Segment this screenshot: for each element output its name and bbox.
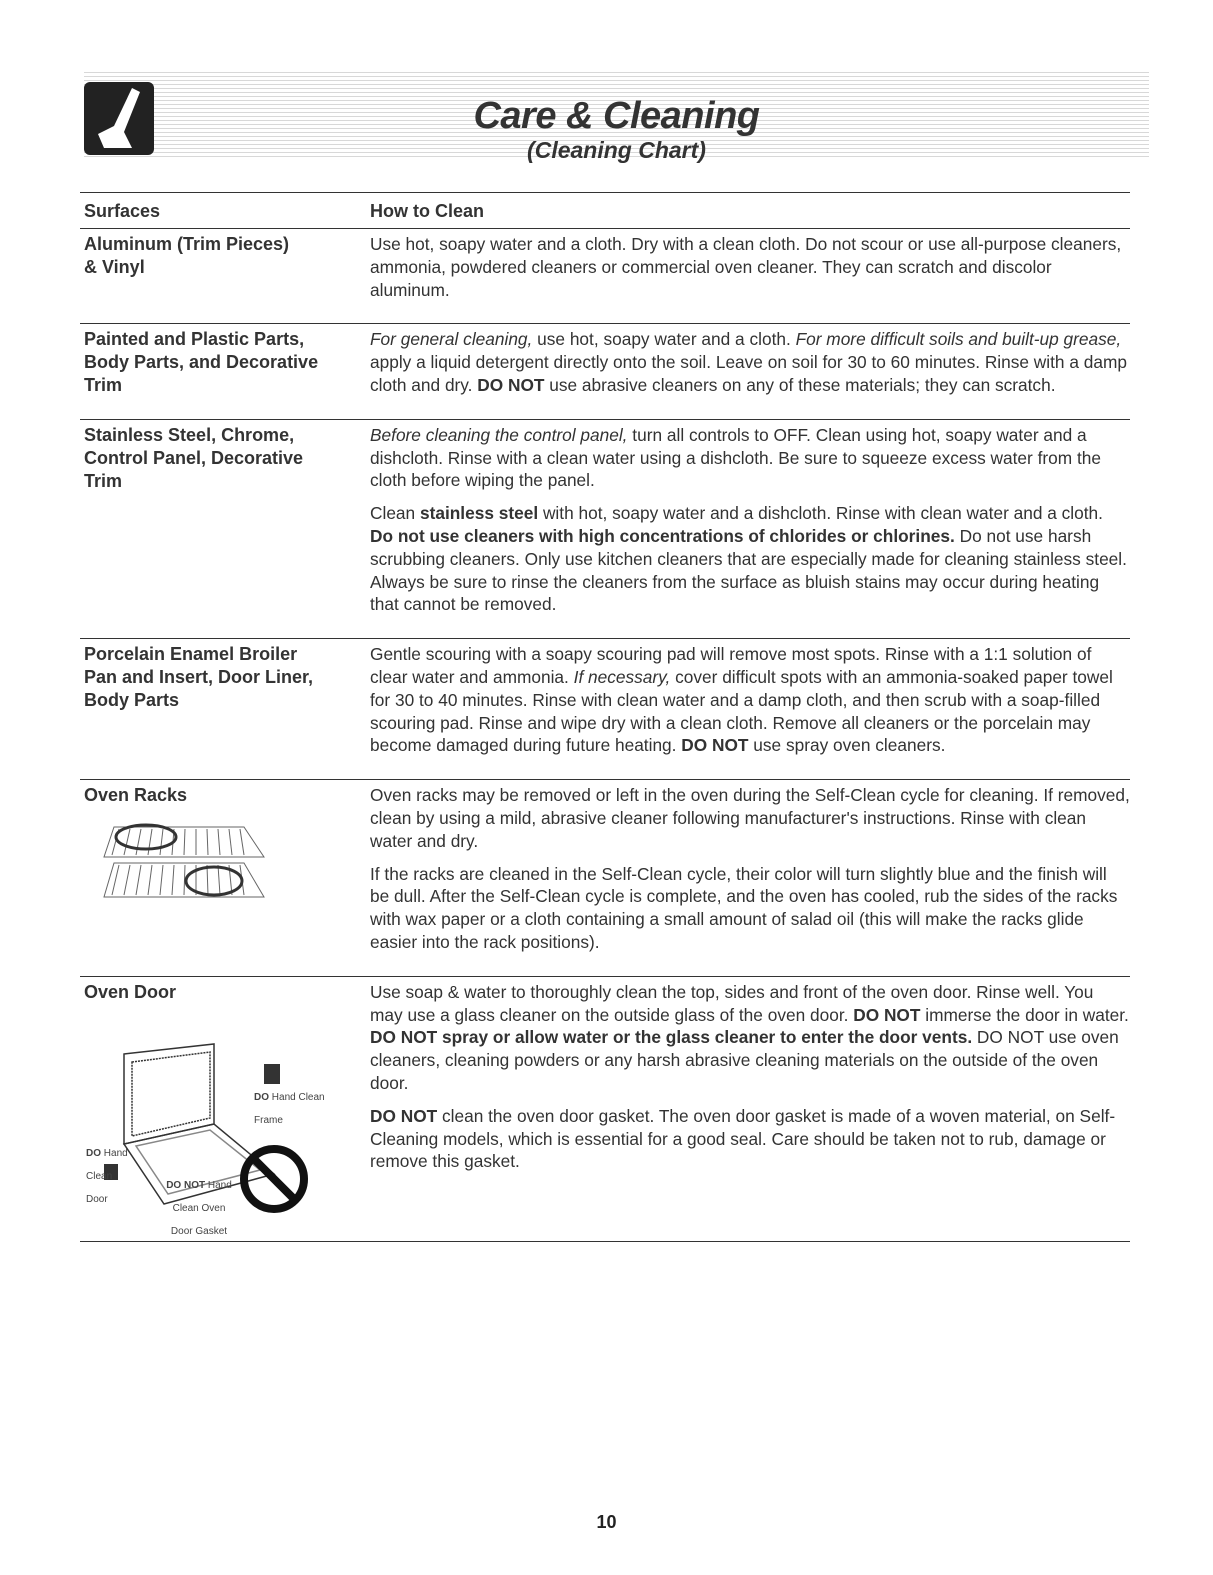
surface-line: Porcelain Enamel Broiler [84,644,298,665]
italic-text: For general cleaning, [370,329,533,350]
emphasis-text: DO NOT [681,735,749,756]
surface-line: Pan and Insert, Door Liner, [84,667,314,688]
emphasis-text: Do not use cleaners with high concentrations of chlorides or chlorines. [370,525,955,546]
emphasis-text: DO NOT [370,1105,438,1126]
instruction-text: If the racks are cleaned in the Self-Clean cycle, their color will turn slightly blue and the finish will be dull. After the Self-Clean cycle is complete, and the oven has cooled, rub the sides of the racks with wax paper or a cloth containing a small amount of salad oil (this will make the racks glide easier into the rack positions). [370,863,1118,952]
instruction-paragraph [370,328,1130,396]
instruction-text: Use hot, soapy water and a cloth. Dry with a clean cloth. Do not scour or use all-purpose cleaners, ammonia, powdered cleaners or commercial oven cleaner. They can scratch and discolor aluminum. [370,234,1122,300]
emphasis-text: DO NOT [477,374,545,395]
surface-line: Stainless Steel, Chrome, [84,424,295,445]
table-row [80,229,1130,324]
surface-line: Body Parts [84,690,180,711]
column-header-how-to-clean: How to Clean [370,201,485,221]
cleaning-instructions [370,424,1130,626]
surface-name [80,784,370,964]
instruction-paragraph [370,424,1130,492]
cleaning-instructions [370,981,1130,1229]
cleaning-chart-table [80,192,1130,1242]
instruction-text: Use soap & water to thoroughly clean the top, sides and front of the oven door. Rinse well. You may use a glass cleaner on the outside glass of the oven door. [370,981,1094,1025]
instruction-text: use abrasive cleaners on any of these materials; they can scratch. [544,374,1056,395]
surface-line: Trim [84,470,123,491]
emphasis-text: DO NOT spray or allow water or the glass cleaner to enter the door vents. [370,1027,973,1048]
surface-line: & Vinyl [84,257,145,277]
page-number: 10 [596,1512,617,1532]
surface-name [80,233,370,311]
instruction-text: clean the oven door gasket. The oven door gasket is made of a woven material, on Self-Cleaning models, which is essential for a good seal. Care should be taken not to rub, damage or remove this gasket. [370,1105,1116,1172]
surface-line: Body Parts, and Decorative [84,352,319,373]
cleaning-instructions [370,328,1130,406]
oven-racks-illustration [94,817,274,917]
gasket-do-not-label: DO NOT [166,1179,206,1191]
surface-name [80,981,370,1237]
column-header-surfaces: Surfaces [84,201,161,221]
instruction-text: apply a liquid detergent directly onto the soil. Leave on soil for 30 to 60 minutes. Rinse with a damp cloth and dry. [370,352,1127,395]
instruction-paragraph [370,643,1130,757]
cleaning-instructions [370,784,1130,964]
instruction-paragraph [370,1105,1130,1173]
surface-name [80,328,370,406]
page-title: Care & Cleaning [473,95,760,137]
italic-text: Before cleaning the control panel, [370,424,628,445]
frame-do-label: DO [254,1091,269,1103]
surface-line: Trim [84,375,123,396]
table-header-row [80,193,1130,229]
frame-label: Hand Clean Frame [254,1091,325,1126]
cleaning-instructions [370,233,1130,311]
emphasis-text: DO NOT [853,1004,921,1025]
surface-line: Aluminum (Trim Pieces) [84,234,290,254]
cleaning-instructions [370,643,1130,767]
surface-name [80,424,370,626]
door-do-label: DO [86,1147,101,1159]
italic-text: For more difficult soils and built-up grease, [795,329,1122,350]
surface-name [80,643,370,767]
table-row [80,420,1130,639]
instruction-text: turn all controls to OFF. Clean using hot, soapy water and a dishcloth. Rinse with a clean water using a dishcloth. Be sure to squeeze excess water from the cloth before wiping the panel. [370,424,1101,491]
instruction-paragraph [370,784,1130,852]
instruction-paragraph [370,981,1130,1095]
instruction-text: cover difficult spots with an ammonia-soaked paper towel for 30 to 40 minutes. Rinse with clean water and a damp cloth, and then scrub with a soap-filled scouring pad. Rinse and wipe dry with a clean cloth. Remove all cleaners or the porcelain may become damaged during future heating. [370,666,1113,756]
surface-line: Control Panel, Decorative [84,447,304,468]
door-label: Hand Clean Door [86,1147,128,1205]
table-row [80,780,1130,977]
oven-door-illustration [84,1014,325,1237]
gasket-label: Hand Clean Oven Door Gasket [170,1179,232,1237]
surface-line: Painted and Plastic Parts, [84,329,305,350]
instruction-text: Do not use harsh scrubbing cleaners. Only use kitchen cleaners that are especially made for cleaning stainless steel. Always be sure to rinse the cleaners from the surface as bluish stains may occur during heating that cannot be removed. [370,525,1127,615]
instruction-text: DO NOT use oven cleaners, cleaning powders or any harsh abrasive cleaning materials on the outside of the oven door. [370,1027,1119,1093]
table-row [80,324,1130,419]
surface-line: Oven Door [84,981,177,1002]
surface-line: Oven Racks [84,785,188,806]
table-row [80,639,1130,780]
page-subtitle: (Cleaning Chart) [527,137,706,163]
italic-text: If necessary, [573,666,671,687]
emphasis-text: stainless steel [419,503,539,524]
instruction-text: Oven racks may be removed or left in the oven during the Self-Clean cycle for cleaning. If removed, clean by using a mild, abrasive cleaner following manufacturer's instructions. Rinse with clean water and dry. [370,785,1130,851]
instruction-paragraph [370,233,1130,301]
instruction-text: use hot, soapy water and a cloth. [532,329,796,350]
instruction-text: immerse the door in water. [920,1004,1129,1025]
instruction-text: Clean [370,503,420,524]
instruction-text: use spray oven cleaners. [748,735,946,756]
table-row [80,977,1130,1242]
instruction-paragraph [370,863,1130,954]
instruction-paragraph [370,502,1130,616]
instruction-text: Gentle scouring with a soapy scouring pad will remove most spots. Rinse with a 1:1 solution of clear water and ammonia. [370,644,1092,687]
instruction-text: with hot, soapy water and a dishcloth. Rinse with clean water and a cloth. [538,503,1103,524]
